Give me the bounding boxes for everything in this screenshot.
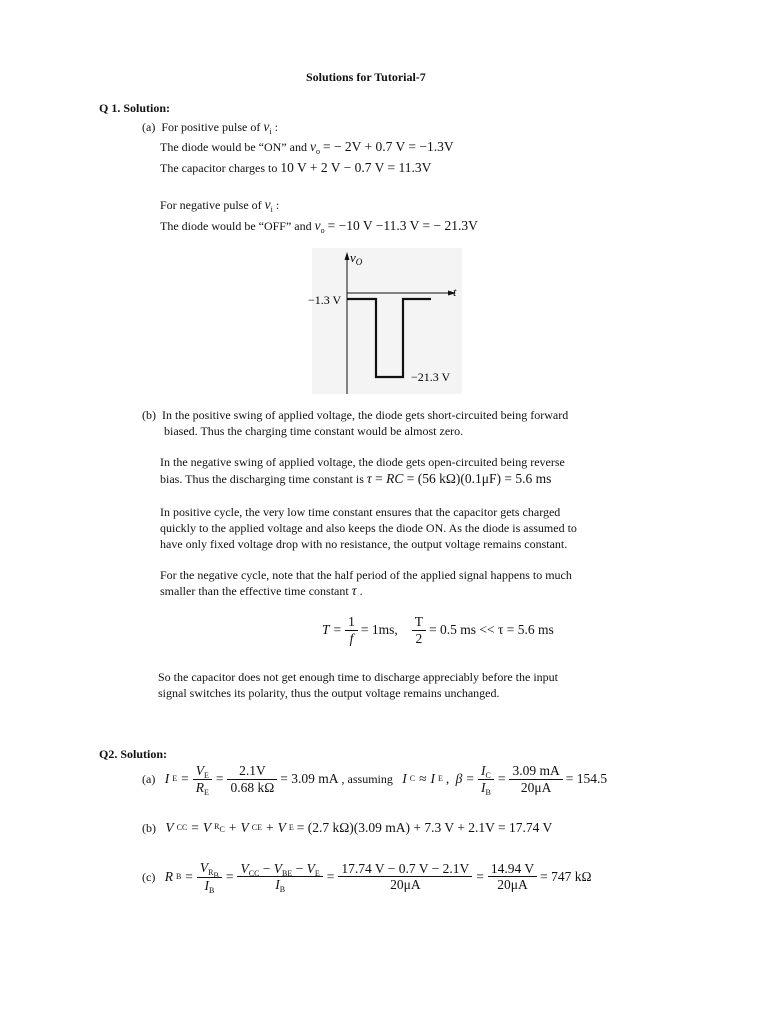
half-period-result: = 0.5 ms << τ = 5.6 ms [429, 622, 554, 637]
time-axis-label: t [453, 285, 457, 299]
q2-a-result: = 3.09 mA [280, 771, 339, 786]
q2-a-denominator: 0.68 kΩ [230, 779, 275, 795]
q2-beta-result: = 154.5 [565, 771, 608, 786]
q1-a-diode-on-text: The diode would be “ON” and [160, 140, 307, 154]
q1-b-p1-line2: biased. Thus the charging time constant would be almost zero. [164, 424, 464, 438]
q1-a-diode-off-line: The diode would be “OFF” and $v_o = -10$ V −11.3 V = − 21.3V [160, 218, 478, 235]
q1-b-paragraph-1-line-1 [142, 408, 568, 422]
q1-b-p4-line1: For the negative cycle, note that the half period of the applied signal happens to much [160, 568, 572, 582]
period-result: = 1ms, [360, 622, 398, 637]
q1-a-negative-intro-line: For negative pulse of $v_i$ : [160, 197, 280, 214]
q1-b-p1-line1: In the positive swing of applied voltage, the diode gets short-circuited being forward [162, 408, 569, 422]
q1-a-diode-off-eq: = −10 V −11.3 V = − 21.3V [327, 218, 478, 233]
q1-b-label: (b) [142, 408, 156, 422]
q2-beta-numerator: 3.09 mA [509, 763, 562, 780]
q2-heading: Q2. Solution: [99, 747, 168, 761]
output-waveform-plot [300, 248, 470, 396]
q1-a-positive-intro: For positive pulse of [161, 120, 261, 134]
q1-heading: Q 1. Solution: [99, 101, 171, 115]
q2-c-numerator-4: 14.94 V [488, 861, 537, 878]
q1-a-cap-eq: 10 V + 2 V − 0.7 V = 11.3V [280, 160, 432, 175]
q2-c-denominator-3: 20μA [390, 877, 421, 893]
period-equation: T = $\frac{1}{f}$ = 1ms, $\frac{T}{2}$ = 0.5 ms << τ = 5.6 ms [322, 614, 554, 646]
q2-c-numerator-3: 17.74 V − 0.7 V − 2.1V [338, 861, 472, 878]
q2-c-equation: (c) R B = $\frac{V_{R_B}}{I_B}$ = $\frac{V_{CC} - V_{BE} - V_E}{I_B}$ = $\frac{17.74 V - 0.7 V - 2.1V}{20\mu A}$ = $\frac{14.94 V}{20\mu A}$ = 747 kΩ [142, 860, 592, 895]
q1-b-p2-line2-wrap: bias. Thus the discharging time constant is τ = RC = (56 kΩ)(0.1μF) = 5.6 ms [160, 471, 552, 486]
q1-b-p2-line1: In the negative swing of applied voltage, the diode gets open-circuited being reverse [160, 455, 565, 469]
q1-b-p4-line2-wrap: smaller than the effective time constant τ . [160, 583, 363, 598]
q2-b-equation: (b) V CC = V $R_C$ + V CE + V E = (2.7 kΩ)(3.09 mA) + 7.3 V + 2.1V = 17.74 V [142, 820, 553, 835]
q2-a-assuming: , assuming [341, 772, 393, 786]
level-low-label: −21.3 V [411, 370, 451, 384]
q2-b-rhs: = (2.7 kΩ)(3.09 mA) + 7.3 V + 2.1V = 17.74 V [296, 820, 553, 835]
q2-c-label: (c) [142, 869, 156, 884]
q1-a-diode-on-line: The diode would be “ON” and $v_o$ = − 2V + 0.7 V = −1.3V [160, 139, 454, 156]
q1-a-cap-text: The capacitor charges to [160, 161, 278, 175]
q1-b-p5-line2: signal switches its polarity, thus the output voltage remains unchanged. [158, 686, 500, 700]
q1-b-p3-line3: have only fixed voltage drop with no resistance, the output voltage remains constant. [160, 537, 568, 551]
period-fraction: $\frac{1}{f}$ [345, 614, 358, 646]
q2-a-equation: (a) I E = $\frac{V_E}{R_E}$ = $\frac{2.1V}{0.68 k\Omega}$ = 3.09 mA , assuming I C ≈ I E , β = $\frac{I_C}{I_B}$ = $\frac{3.09 mA}{20\mu A}$ = 154.5 [142, 763, 608, 797]
q2-b-label: (b) [142, 821, 156, 835]
q2-a-numerator: 2.1V [227, 763, 277, 780]
q2-beta-denominator: 20μA [520, 779, 552, 795]
q1-b-p3-line1: In positive cycle, the very low time constant ensures that the capacitor gets charged [160, 505, 561, 519]
q2-a-label: (a) [142, 772, 156, 786]
q1-a-label: (a) [142, 120, 156, 134]
vo-axis-label: $v_O$ [350, 250, 363, 267]
q1-b-p2-eq: = (56 kΩ)(0.1μF) = 5.6 ms [406, 471, 552, 486]
half-period-fraction: $\frac{T}{2}$ [412, 614, 426, 646]
q1-a-diode-off-text: The diode would be “OFF” and [160, 219, 312, 233]
page-title: Solutions for Tutorial-7 [306, 70, 426, 84]
q2-c-result: = 747 kΩ [540, 868, 592, 884]
q1-b-p3-line2: quickly to the applied voltage and also keeps the diode ON. As the diode is assumed to [160, 521, 577, 535]
q1-a-diode-on-eq: = − 2V + 0.7 V = −1.3V [322, 139, 454, 154]
q1-a-negative-intro: For negative pulse of [160, 198, 262, 212]
level-high-label: −1.3 V [308, 293, 342, 307]
q2-c-denominator-4: 20μA [497, 877, 528, 893]
q1-a-intro: (a) For positive pulse of $v_i$ : [142, 119, 278, 136]
q1-b-p5-line1: So the capacitor does not get enough time to discharge appreciably before the input [158, 670, 558, 684]
q1-a-cap-line [160, 161, 431, 175]
q1-b-p2-line2: bias. Thus the discharging time constant is [160, 472, 364, 486]
q1-b-p4-line2: smaller than the effective time constant [160, 584, 349, 598]
